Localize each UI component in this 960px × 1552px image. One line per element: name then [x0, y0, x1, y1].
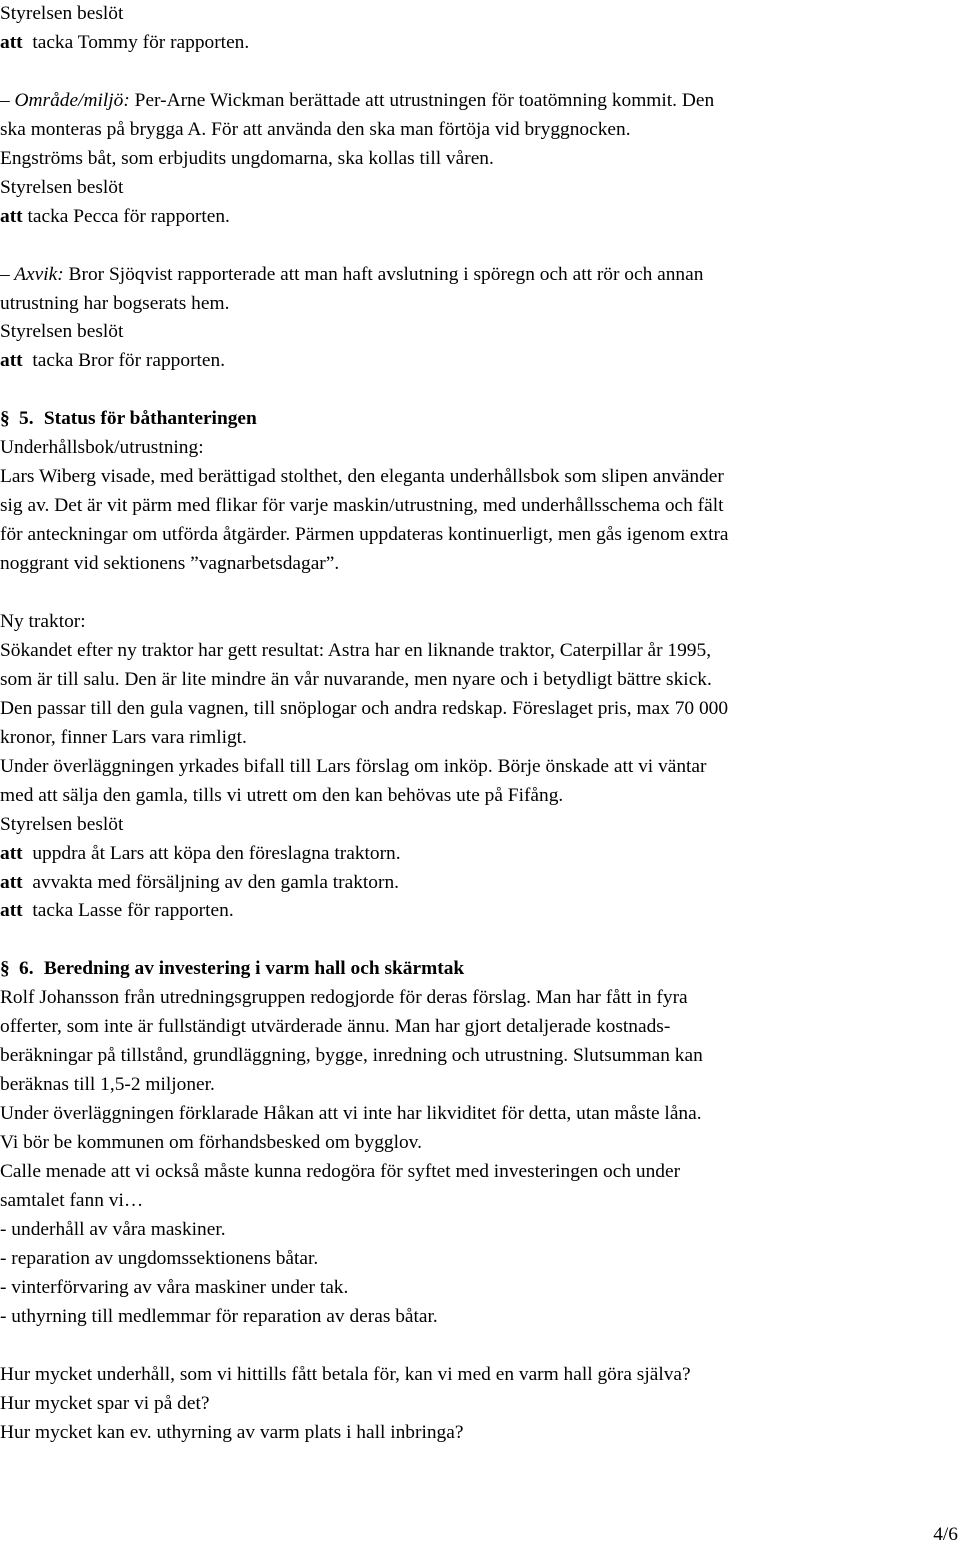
text-line	[0, 521, 958, 550]
text-segment: Ny traktor:	[0, 610, 86, 632]
text-line	[0, 897, 958, 926]
text-segment: - vinterförvaring av våra maskiner under tak.	[0, 1276, 349, 1298]
text-line	[0, 608, 958, 637]
text-line	[0, 1274, 958, 1303]
text-segment: för anteckningar om utförda åtgärder. Pärmen uppdateras kontinuerligt, men gås igenom extra	[0, 524, 729, 546]
text-segment: som är till salu. Den är lite mindre än vår nuvarande, men nyare och i betydligt bättre skick.	[0, 668, 712, 690]
text-line	[0, 1129, 958, 1158]
text-line	[0, 318, 958, 347]
resolution-keyword: att	[0, 842, 23, 864]
text-line	[0, 1361, 958, 1390]
text-segment: Rolf Johansson från utredningsgruppen redogjorde för deras förslag. Man har fått in fyra	[0, 987, 688, 1009]
text-segment: Den passar till den gula vagnen, till snöplogar och andra redskap. Föreslaget pris, max 70 000	[0, 697, 729, 719]
section-title: Beredning av investering i varm hall och skärmtak	[43, 958, 465, 980]
text-line	[0, 637, 958, 666]
text-segment: Per-Arne Wickman berättade att utrustningen för toatömning kommit. Den	[129, 89, 715, 111]
text-line	[0, 492, 958, 521]
section-title: Status för båthanteringen	[43, 408, 257, 430]
text-segment: Under överläggningen yrkades bifall till Lars förslag om inköp. Börje önskade att vi väntar	[0, 755, 707, 777]
text-line	[0, 174, 958, 203]
text-segment: offerter, som inte är fullständigt utvärderade ännu. Man har gjort detaljerade kostnads-	[0, 1016, 671, 1038]
text-line	[0, 145, 958, 174]
text-segment: samtalet fann vi…	[0, 1190, 144, 1211]
text-line	[0, 1013, 958, 1042]
text-line	[0, 290, 958, 319]
section-number: 6.	[19, 958, 34, 980]
text-line	[0, 1303, 958, 1332]
text-line	[0, 1042, 958, 1071]
text-segment: tacka Pecca för rapporten.	[22, 205, 230, 227]
text-segment: - underhåll av våra maskiner.	[0, 1218, 226, 1240]
text-line	[0, 0, 958, 29]
text-line	[0, 840, 958, 869]
text-segment: uppdra åt Lars att köpa den föreslagna traktorn.	[22, 842, 401, 864]
text-segment: Lars Wiberg visade, med berättigad stolthet, den eleganta underhållsbok som slipen använder	[0, 466, 724, 488]
text-line	[0, 1100, 958, 1129]
text-segment: beräknas till 1,5-2 miljoner.	[0, 1074, 215, 1096]
text-segment: beräkningar på tillstånd, grundläggning, bygge, inredning och utrustning. Slutsumman kan	[0, 1045, 703, 1067]
text-segment: Calle menade att vi också måste kunna redogöra för syftet med investeringen och under	[0, 1161, 681, 1183]
text-line	[0, 29, 958, 58]
text-line	[0, 1158, 958, 1187]
section-number: 5.	[19, 408, 34, 430]
text-segment: Engströms båt, som erbjudits ungdomarna, ska kollas till våren.	[0, 147, 494, 169]
text-line	[0, 434, 958, 463]
text-segment: Sökandet efter ny traktor har gett resultat: Astra har en liknande traktor, Caterpillar år 1995,	[0, 639, 712, 661]
text-line	[0, 463, 958, 492]
text-segment: Under överläggningen förklarade Håkan att vi inte har likviditet för detta, utan måste låna.	[0, 1103, 702, 1125]
text-line	[0, 1390, 958, 1419]
text-segment: ska monteras på brygga A. För att använda den ska man förtöja vid bryggnocken.	[0, 118, 631, 140]
text-segment: med att sälja den gamla, tills vi utrett om den kan behövas ute på Fifång.	[0, 784, 564, 806]
text-segment: noggrant vid sektionens ”vagnarbetsdagar”.	[0, 553, 340, 575]
topic-label: – Axvik:	[0, 263, 64, 285]
text-line	[0, 1071, 958, 1100]
resolution-keyword: att	[0, 871, 23, 893]
text-segment: tacka Tommy för rapporten.	[22, 31, 250, 53]
paragraph-gap	[0, 232, 958, 261]
text-line	[0, 550, 958, 579]
resolution-keyword: att	[0, 205, 23, 227]
text-segment: Vi bör be kommunen om förhandsbesked om bygglov.	[0, 1132, 422, 1154]
text-line	[0, 261, 958, 290]
paragraph-gap	[0, 58, 958, 87]
text-segment: Styrelsen beslöt	[0, 813, 124, 835]
topic-label: – Område/miljö:	[0, 89, 130, 111]
text-segment: Underhållsbok/utrustning:	[0, 437, 204, 459]
text-line	[0, 782, 958, 811]
text-line	[0, 811, 958, 840]
resolution-keyword: att	[0, 900, 23, 922]
text-line	[0, 753, 958, 782]
text-segment: Bror Sjöqvist rapporterade att man haft avslutning i spöregn och att rör och annan	[63, 263, 704, 285]
text-line	[0, 203, 958, 232]
text-segment: Hur mycket kan ev. uthyrning av varm plats i hall inbringa?	[0, 1421, 464, 1443]
paragraph-gap	[0, 579, 958, 608]
text-segment: Styrelsen beslöt	[0, 321, 124, 343]
section-heading	[0, 405, 958, 434]
text-segment: - reparation av ungdomssektionens båtar.	[0, 1247, 319, 1269]
text-line	[0, 1419, 958, 1448]
text-line	[0, 87, 958, 116]
text-segment: Styrelsen beslöt	[0, 3, 124, 24]
text-line	[0, 724, 958, 753]
text-line	[0, 695, 958, 724]
text-line	[0, 869, 958, 898]
section-symbol: §	[0, 958, 10, 980]
paragraph-gap	[0, 1332, 958, 1361]
text-segment: kronor, finner Lars vara rimligt.	[0, 726, 247, 748]
text-line	[0, 1187, 958, 1216]
text-line	[0, 116, 958, 145]
text-segment: Hur mycket spar vi på det?	[0, 1392, 210, 1414]
text-segment: Hur mycket underhåll, som vi hittills fått betala för, kan vi med en varm hall göra själva?	[0, 1363, 691, 1385]
text-line	[0, 1216, 958, 1245]
text-line	[0, 984, 958, 1013]
text-segment: Styrelsen beslöt	[0, 176, 124, 198]
resolution-keyword: att	[0, 350, 23, 372]
section-heading	[0, 955, 958, 984]
text-segment: sig av. Det är vit pärm med flikar för varje maskin/utrustning, med underhållsschema och fält	[0, 495, 724, 517]
text-segment: tacka Lasse för rapporten.	[22, 900, 234, 922]
text-segment: avvakta med försäljning av den gamla traktorn.	[22, 871, 400, 893]
text-line	[0, 1245, 958, 1274]
text-line	[0, 347, 958, 376]
paragraph-gap	[0, 926, 958, 955]
section-symbol: §	[0, 408, 10, 430]
text-segment: tacka Bror för rapporten.	[22, 350, 226, 372]
text-segment: utrustning har bogserats hem.	[0, 292, 230, 314]
text-line	[0, 666, 958, 695]
page-number: 4/6	[933, 1524, 958, 1545]
resolution-keyword: att	[0, 31, 23, 53]
text-segment: - uthyrning till medlemmar för reparation av deras båtar.	[0, 1305, 438, 1327]
paragraph-gap	[0, 376, 958, 405]
